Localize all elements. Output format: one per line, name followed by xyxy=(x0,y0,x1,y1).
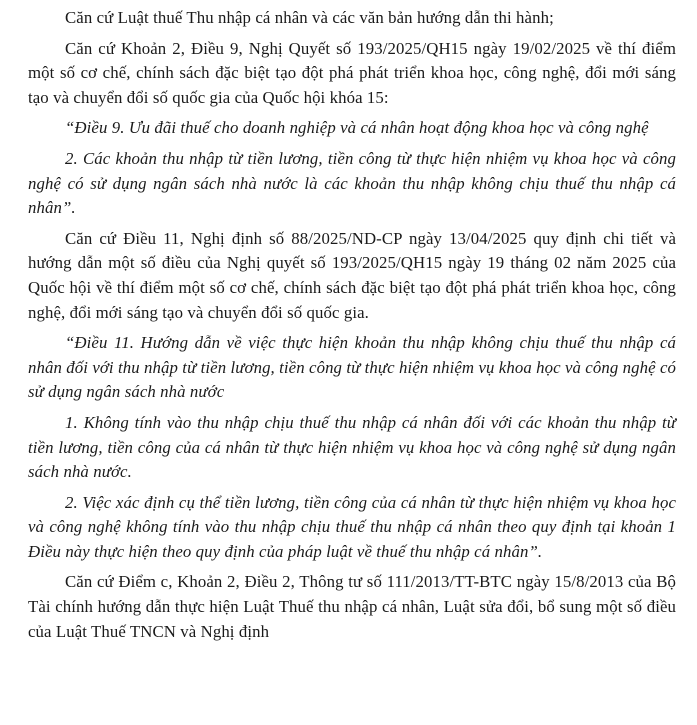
quote-article-11-clause-2: 2. Việc xác định cụ thể tiền lương, tiền công của cá nhân từ thực hiện nhiệm vụ khoa học và công nghệ không tính vào thu nhập chịu thuế thu nhập cá nhân theo quy định tại khoản 1 Điều này thực hiện theo quy định của pháp luật về thuế thu nhập cá nhân”. xyxy=(28,492,676,561)
paragraph-resolution-193: Căn cứ Khoản 2, Điều 9, Nghị Quyết số 193/2025/QH15 ngày 19/02/2025 về thí điểm một số cơ chế, chính sách đặc biệt tạo đột phá phát triển khoa học, công nghệ, đổi mới sáng tạo và chuyển đổi số quốc gia của Quốc hội khóa 15: xyxy=(28,38,676,107)
quote-article-11-clause-1: 1. Không tính vào thu nhập chịu thuế thu nhập cá nhân đối với các khoản thu nhập từ tiền lương, tiền công của cá nhân từ thực hiện nhiệm vụ khoa học và công nghệ sử dụng ngân sách nhà nước. xyxy=(28,412,676,482)
document-page xyxy=(28,6,676,650)
quote-article-9-title: “Điều 9. Ưu đãi thuế cho doanh nghiệp và cá nhân hoạt động khoa học và công nghệ xyxy=(65,118,649,138)
quote-article-9-clause-2: 2. Các khoản thu nhập từ tiền lương, tiền công từ thực hiện nhiệm vụ khoa học và công nghệ có sử dụng ngân sách nhà nước là các khoản thu nhập không chịu thuế thu nhập cá nhân”. xyxy=(28,148,676,218)
paragraph-decree-88: Căn cứ Điều 11, Nghị định số 88/2025/ND-CP ngày 13/04/2025 quy định chi tiết và hướng dẫn một số điều của Nghị quyết số 193/2025/QH15 ngày 19 tháng 02 năm 2025 của Quốc hội về thí điểm một số cơ chế, chính sách đặc biệt tạo đột phá phát triển khoa học, công nghệ, đổi mới sáng tạo và chuyển đổi số quốc gia. xyxy=(28,228,676,322)
quote-article-11-title: “Điều 11. Hướng dẫn về việc thực hiện khoản thu nhập không chịu thuế thu nhập cá nhân đối với thu nhập từ tiền lương, tiền công từ thực hiện nhiệm vụ khoa học và công nghệ có sử dụng ngân sách nhà nước xyxy=(28,333,676,402)
paragraph-circular-111: Căn cứ Điểm c, Khoản 2, Điều 2, Thông tư số 111/2013/TT-BTC ngày 15/8/2013 của Bộ Tài chính hướng dẫn thực hiện Luật Thuế thu nhập cá nhân, Luật sửa đổi, bổ sung một số điều của Luật Thuế TNCN và Nghị định xyxy=(28,572,676,641)
paragraph-legal-basis-pit-law: Căn cứ Luật thuế Thu nhập cá nhân và các văn bản hướng dẫn thi hành; xyxy=(65,8,554,27)
